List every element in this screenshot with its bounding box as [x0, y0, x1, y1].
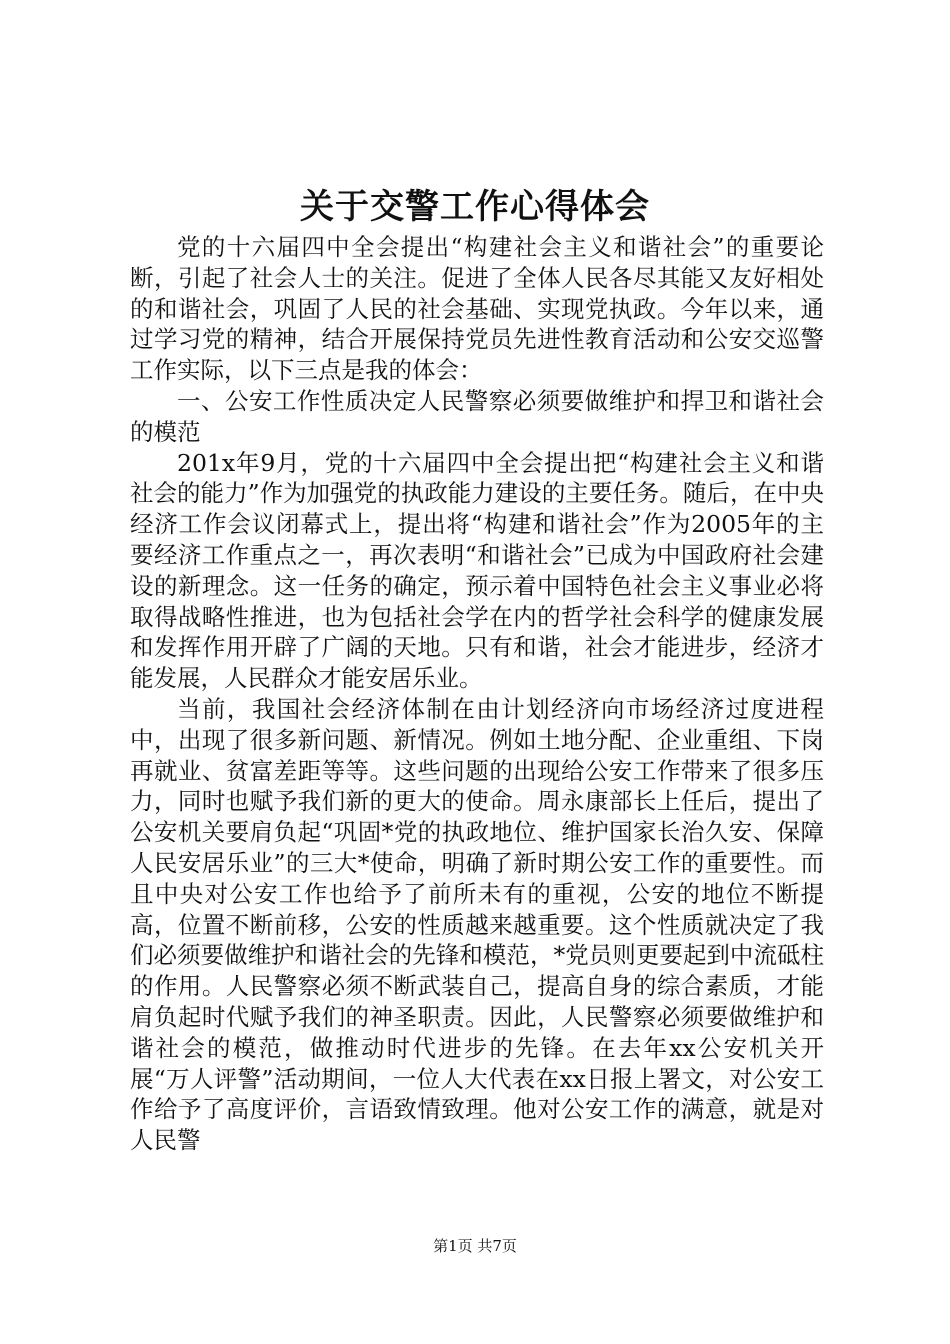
- paragraph-intro: 党的十六届四中全会提出“构建社会主义和谐社会”的重要论断，引起了社会人士的关注。促进了全体人民各尽其能又友好相处的和谐社会，巩固了人民的社会基础、实现党执政。今年以来，通过学习党的精神，结合开展保持党员先进性教育活动和公安交巡警工作实际，以下三点是我的体会：: [130, 233, 824, 385]
- page-number-footer: 第1页 共7页: [433, 1237, 517, 1255]
- section-heading-1: 一、公安工作性质决定人民警察必须要做维护和捍卫和谐社会的模范: [130, 386, 824, 446]
- document-title: 关于交警工作心得体会: [300, 187, 650, 227]
- paragraph-3: 当前，我国社会经济体制在由计划经济向市场经济过度进程中，出现了很多新问题、新情况。例如土地分配、企业重组、下岗再就业、贫富差距等等。这些问题的出现给公安工作带来了很多压力，同时也赋予我们新的更大的使命。周永康部长上任后，提出了公安机关要肩负起“巩固*党的执政地位、维护国家长治久安、保障人民安居乐业”的三大*使命，明确了新时期公安工作的重要性。而且中央对公安工作也给予了前所未有的重视，公安的地位不断提高，位置不断前移，公安的性质越来越重要。这个性质就决定了我们必须要做维护和谐社会的先锋和模范，*党员则更要起到中流砥柱的作用。人民警察必须不断武装自己，提高自身的综合素质，才能肩负起时代赋予我们的神圣职责。因此，人民警察必须要做维护和谐社会的模范，做推动时代进步的先锋。在去年xx公安机关开展“万人评警”活动期间，一位人大代表在xx日报上署文，对公安工作给予了高度评价，言语致情致理。他对公安工作的满意，就是对人民警: [130, 694, 824, 1155]
- document-body: [130, 232, 824, 1156]
- paragraph-2: 201x年9月，党的十六届四中全会提出把“构建社会主义和谐社会的能力”作为加强党的执政能力建设的主要任务。随后，在中央经济工作会议闭幕式上，提出将“构建和谐社会”作为2005年的主要经济工作重点之一，再次表明“和谐社会”已成为中国政府社会建设的新理念。这一任务的确定，预示着中国特色社会主义事业必将取得战略性推进，也为包括社会学在内的哲学社会科学的健康发展和发挥作用开辟了广阔的天地。只有和谐，社会才能进步，经济才能发展，人民群众才能安居乐业。: [130, 448, 824, 693]
